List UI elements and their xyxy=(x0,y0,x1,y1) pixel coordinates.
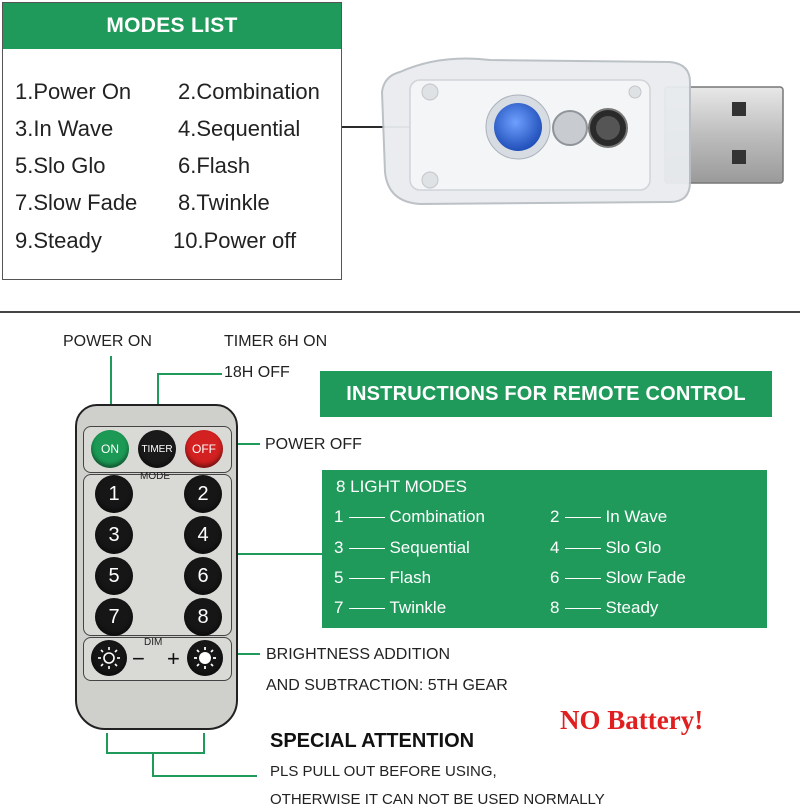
brightness-label-line1: BRIGHTNESS ADDITION xyxy=(266,646,451,663)
mode-item: 5.Slo Glo xyxy=(15,153,106,178)
mode-4-button[interactable]: 4 xyxy=(184,516,222,554)
power-off-label: POWER OFF xyxy=(265,436,362,453)
light-mode-item: 4 Slo Glo xyxy=(550,538,662,557)
mode-item: 1.Power On xyxy=(15,79,132,104)
light-modes-title: 8 LIGHT MODES xyxy=(336,477,467,496)
mode-item: 2.Combination xyxy=(178,79,320,104)
usb-blue-button xyxy=(494,103,542,151)
light-mode-item: 6 Slow Fade xyxy=(550,568,686,587)
mode-item: 4.Sequential xyxy=(178,116,301,141)
mode-3-button[interactable]: 3 xyxy=(95,516,133,554)
special-attention-line2: OTHERWISE IT CAN NOT BE USED NORMALLY xyxy=(270,791,605,808)
off-button[interactable]: OFF xyxy=(185,430,223,468)
mode-item: 7.Slow Fade xyxy=(15,190,138,215)
light-mode-item: 1 Combination xyxy=(334,507,485,526)
mode-8-button[interactable]: 8 xyxy=(184,598,222,636)
timer-label-line1: TIMER 6H ON xyxy=(224,333,328,350)
leader-line xyxy=(106,752,205,754)
mode-item: 6.Flash xyxy=(178,153,251,178)
mode-item: 10.Power off xyxy=(173,228,297,253)
mode-7-button[interactable]: 7 xyxy=(95,598,133,636)
brightness-label-line2: AND SUBTRACTION: 5TH GEAR xyxy=(266,677,508,694)
usb-slot xyxy=(732,102,746,116)
mode-5-button[interactable]: 5 xyxy=(95,557,133,595)
usb-slot xyxy=(732,150,746,164)
dim-up-button[interactable] xyxy=(187,640,223,676)
leader-line xyxy=(203,733,205,753)
usb-sensor xyxy=(553,111,587,145)
leader-line xyxy=(225,553,322,555)
light-modes-box xyxy=(322,470,767,628)
light-mode-item: 3 Sequential xyxy=(334,538,470,557)
modes-list-title: MODES LIST xyxy=(3,3,341,49)
remote-control xyxy=(75,404,238,730)
dim-down-button[interactable] xyxy=(91,640,127,676)
timer-label-line2: 18H OFF xyxy=(224,364,290,381)
no-battery-notice: NO Battery! xyxy=(560,705,704,735)
timer-button[interactable]: TIMER xyxy=(138,430,176,468)
light-mode-item: 2 In Wave xyxy=(550,507,668,526)
instructions-banner: INSTRUCTIONS FOR REMOTE CONTROL xyxy=(320,371,772,417)
special-attention-line1: PLS PULL OUT BEFORE USING, xyxy=(270,763,497,780)
sun-outline-icon xyxy=(97,646,121,670)
mode-1-button[interactable]: 1 xyxy=(95,475,133,513)
mode-2-button[interactable]: 2 xyxy=(184,475,222,513)
light-mode-item: 7 Twinkle xyxy=(334,598,447,617)
light-mode-item: 5 Flash xyxy=(334,568,432,587)
section-divider xyxy=(0,311,800,313)
modes-list-box xyxy=(2,2,342,280)
special-attention-title: SPECIAL ATTENTION xyxy=(270,730,475,752)
power-on-label: POWER ON xyxy=(63,333,152,350)
light-mode-item: 8 Steady xyxy=(550,598,659,617)
mode-item: 8.Twinkle xyxy=(178,190,270,215)
leader-line xyxy=(157,373,222,375)
dim-label: DIM xyxy=(144,637,163,648)
on-button[interactable]: ON xyxy=(91,430,129,468)
mode-item: 3.In Wave xyxy=(15,116,114,141)
mode-6-button[interactable]: 6 xyxy=(184,557,222,595)
plus-sign: + xyxy=(167,646,180,671)
leader-line xyxy=(152,752,154,776)
usb-controller-image xyxy=(380,52,790,212)
leader-line xyxy=(152,775,257,777)
sun-filled-icon xyxy=(193,646,217,670)
leader-line xyxy=(106,733,108,753)
mode-item: 9.Steady xyxy=(15,228,102,253)
mode-label: MODE xyxy=(140,471,170,482)
minus-sign: − xyxy=(132,646,145,671)
